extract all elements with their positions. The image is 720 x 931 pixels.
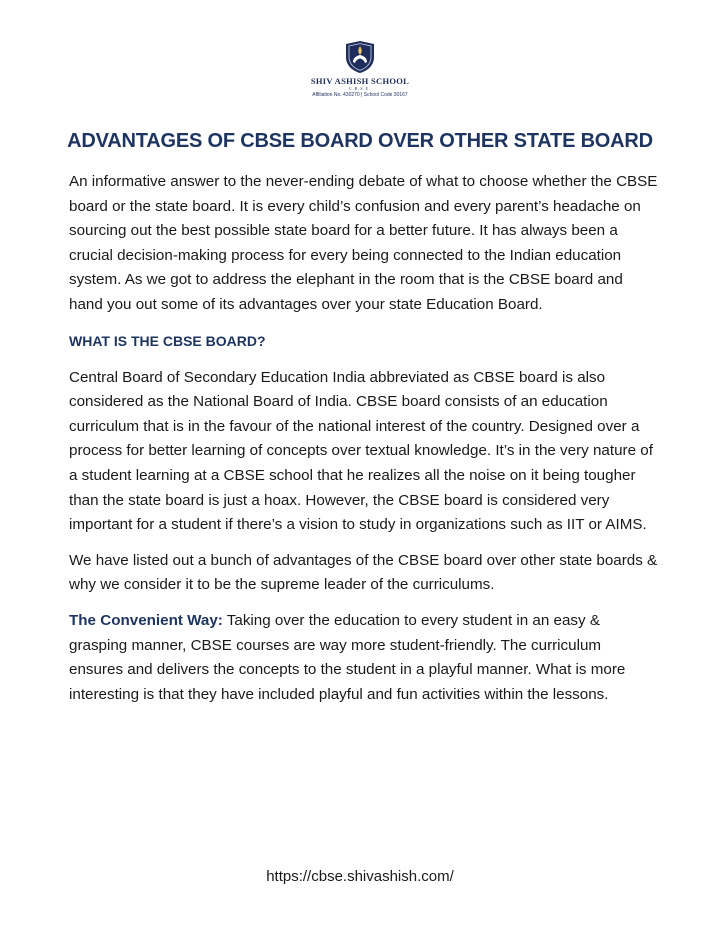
school-name: SHIV ASHISH SCHOOL <box>310 76 410 86</box>
article-body <box>69 170 659 718</box>
school-crest-icon <box>343 40 377 74</box>
section-heading: WHAT IS THE CBSE BOARD? <box>69 332 266 349</box>
page-title: ADVANTAGES OF CBSE BOARD OVER OTHER STATE BOARD <box>67 130 653 152</box>
school-board-label: C.B.S.E. <box>348 85 371 91</box>
school-logo <box>0 40 720 98</box>
convenient-way-text: Taking over the education to every student in an easy & grasping manner, CBSE courses are way more student-friendly. The curriculum ensures and delivers the concepts to the student in a playful manner. What is more interesting is that they have included playful and fun activities within the lessons. <box>69 611 626 703</box>
affiliation-text: Affiliation No. 430270 | School Code 30167 <box>312 91 408 98</box>
convenient-way-lead: The Convenient Way: <box>69 611 223 629</box>
convenient-way-paragraph <box>69 609 659 707</box>
advantages-intro-paragraph: We have listed out a bunch of advantages of the CBSE board over other state boards & why we consider it to be the supreme leader of the curriculums. <box>69 551 658 594</box>
intro-paragraph: An informative answer to the never-ending debate of what to choose whether the CBSE board or the state board. It is every child’s confusion and every parent’s headache on sourcing out the best possible state board for a better future. It has always been a crucial decision-making process for every being connected to the Indian education system. As we got to address the elephant in the room that is the CBSE board and hand you out some of its advantages over your state Education Board. <box>69 173 658 313</box>
footer-url[interactable]: https://cbse.shivashish.com/ <box>266 868 454 885</box>
cbse-definition-paragraph: Central Board of Secondary Education India abbreviated as CBSE board is also considered as the National Board of India. CBSE board consists of an education curriculum that is in the favour of the national interest of the country. Designed over a process for better learning of concepts over textual knowledge. It’s in the very nature of a student learning at a CBSE school that he realizes all the noise on it being tougher than the state board is just a hoax. However, the CBSE board is considered very important for a student if there’s a vision to study in organizations such as IIT or AIMS. <box>69 368 653 534</box>
